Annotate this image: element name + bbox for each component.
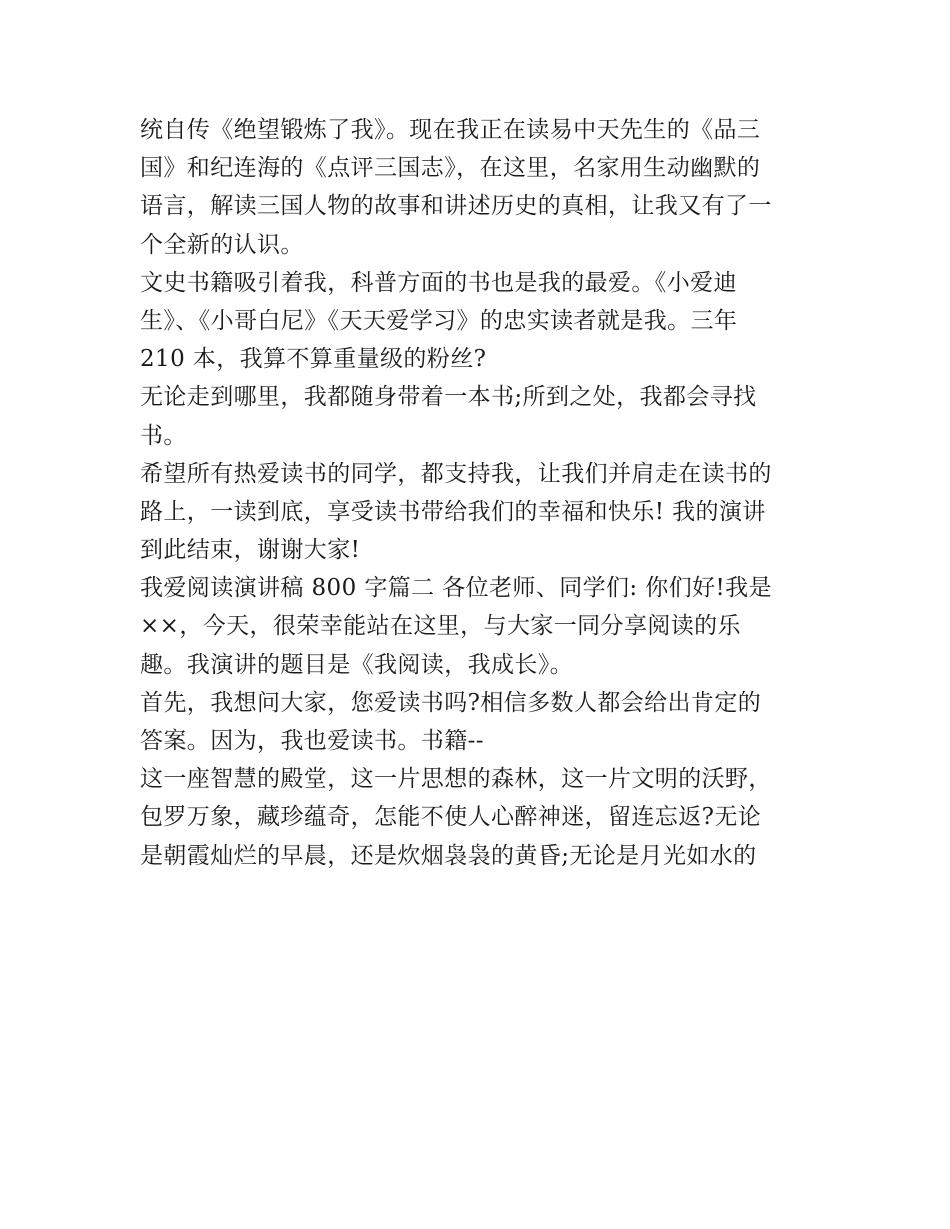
text-line: 到此结束，谢谢大家! (140, 537, 361, 564)
text-line: 答案。因为，我也爱读书。书籍-- (140, 728, 484, 754)
text-line: 我爱阅读演讲稿 800 字篇二 各位老师、同学们: 你们好!我是 (140, 575, 772, 602)
text-line: 这一座智慧的殿堂，这一片思想的森林，这一片文明的沃野， (140, 766, 772, 793)
text-line: 希望所有热爱读书的同学，都支持我，让我们并肩走在读书的 (140, 460, 772, 487)
text-line: 文史书籍吸引着我，科普方面的书也是我的最爱。《小爱迪 (140, 269, 737, 296)
text-line: 趣。我演讲的题目是《我阅读，我成长》。 (140, 651, 574, 678)
text-line: 语言，解读三国人物的故事和讲述历史的真相，让我又有了一 (140, 193, 772, 220)
text-line: 210 本，我算不算重量级的粉丝? (140, 346, 487, 373)
text-line: 包罗万象，藏珍蕴奇，怎能不使人心醉神迷，留连忘返?无论 (140, 804, 762, 831)
text-line: ××，今天，很荣幸能站在这里，与大家一同分享阅读的乐 (140, 613, 741, 640)
text-line: 是朝霞灿烂的早晨，还是炊烟袅袅的黄昏;无论是月光如水的 (140, 842, 757, 869)
text-line: 统自传《绝望锻炼了我》。现在我正在读易中天先生的《品三 (140, 117, 761, 143)
document-body (140, 111, 820, 875)
text-line: 个全新的认识。 (140, 231, 304, 258)
text-line: 国》和纪连海的《点评三国志》，在这里，名家用生动幽默的 (140, 155, 761, 182)
text-line: 首先，我想问大家，您爱读书吗?相信多数人都会给出肯定的 (140, 689, 762, 716)
text-line: 路上，一读到底，享受读书带给我们的幸福和快乐! 我的演讲 (140, 498, 766, 525)
text-line: 无论走到哪里，我都随身带着一本书;所到之处，我都会寻找 (140, 384, 757, 411)
text-line: 书。 (140, 422, 187, 449)
text-line: 生》、《小哥白尼》《天天爱学习》的忠实读者就是我。三年 (140, 307, 738, 334)
